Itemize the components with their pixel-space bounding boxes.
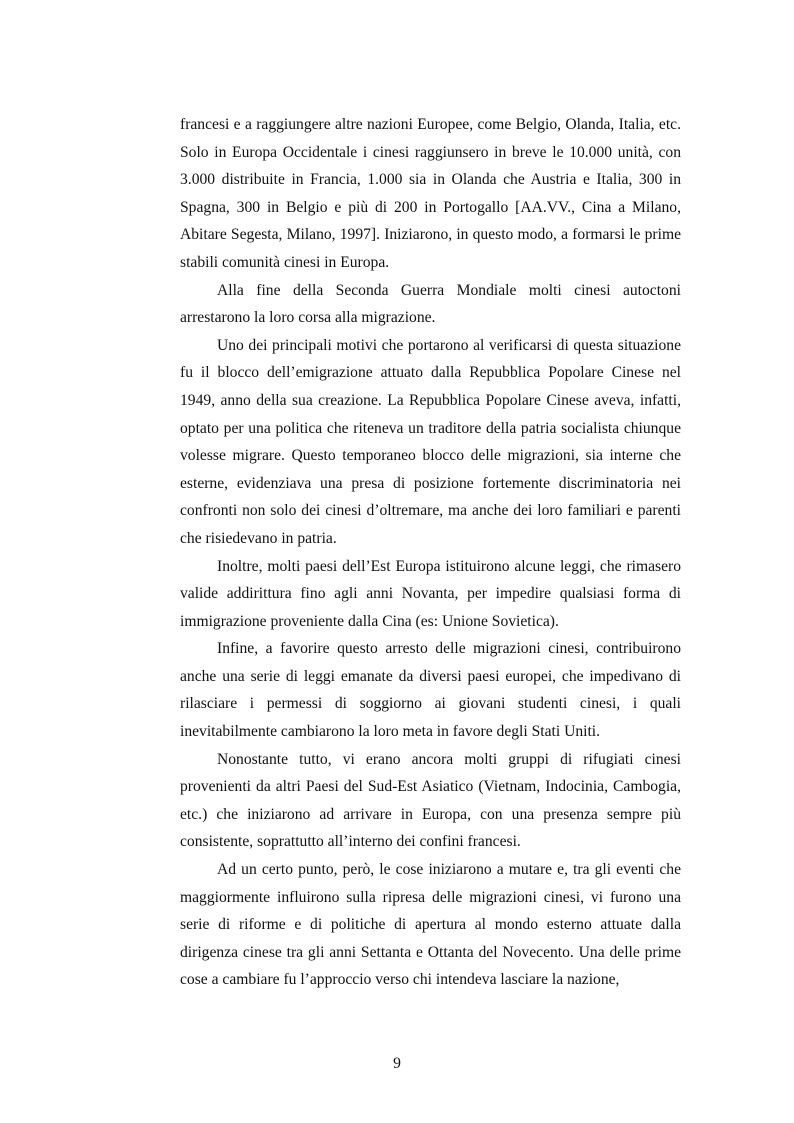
paragraph-emigration-block: Uno dei principali motivi che portarono al verificarsi di questa situazione fu il blocco dell’emigrazione attuato dalla Repubblica Popolare Cinese nel 1949, anno della sua creazione. La Repubblica Popolare Cinese aveva, infatti, optato per una politica che riteneva un traditore della patria socialista chiunque volesse migrare. Questo temporaneo blocco delle migrazioni, sia interne che esterne, evidenziava una presa di posizione fortemente discriminatoria nei confronti non solo dei cinesi d’oltremare, ma anche dei loro familiari e parenti che risiedevano in patria. xyxy=(180,336,681,547)
paragraph-student-permits: Infine, a favorire questo arresto delle migrazioni cinesi, contribuirono anche una serie di leggi emanate da diversi paesi europei, che impedivano di rilasciare i permessi di soggiorno ai giovani studenti cinesi, i quali inevitabilmente cambiarono la loro meta in favore degli Stati Uniti. xyxy=(180,640,681,741)
paragraph-reforms: Ad un certo punto, però, le cose iniziarono a mutare e, tra gli eventi che maggiormente influirono sulla ripresa delle migrazioni cinesi, vi furono una serie di riforme e di politiche di apertura al mondo esterno attuate dalla dirigenza cinese tra gli anni Settanta e Ottanta del Novecento. Una delle prime cose a cambiare fu l’approccio verso chi intendeva lasciare la nazione, xyxy=(180,861,681,989)
paragraph-eastern-europe-laws: Inoltre, molti paesi dell’Est Europa istituirono alcune leggi, che rimasero valide addirittura fino agli anni Novanta, per impedire qualsiasi forma di immigrazione proveniente dalla Cina (es: Unione Sovietica). xyxy=(180,557,681,630)
page-number: 9 xyxy=(393,1055,401,1072)
page-body xyxy=(180,111,681,994)
paragraph-refugees: Nonostante tutto, vi erano ancora molti gruppi di rifugiati cinesi provenienti da altri Paesi del Sud-Est Asiatico (Vietnam, Indocinia, Cambogia, etc.) che iniziarono ad arrivare in Europa, con una presenza sempre più consistente, soprattutto all’interno dei confini francesi. xyxy=(180,750,681,851)
paragraph-end-of-wwii: Alla fine della Seconda Guerra Mondiale molti cinesi autoctoni arrestarono la loro corsa alla migrazione. xyxy=(180,281,681,327)
paragraph-continuation: francesi e a raggiungere altre nazioni Europee, come Belgio, Olanda, Italia, etc. Solo in Europa Occidentale i cinesi raggiunsero in breve le 10.000 unità, con 3.000 distribuite in Francia, 1.000 sia in Olanda che Austria e Italia, 300 in Spagna, 300 in Belgio e più di 200 in Portogallo [AA.VV., Cina a Milano, Abitare Segesta, Milano, 1997]. Iniziarono, in questo modo, a formarsi le prime stabili comunità cinesi in Europa. xyxy=(180,116,681,271)
